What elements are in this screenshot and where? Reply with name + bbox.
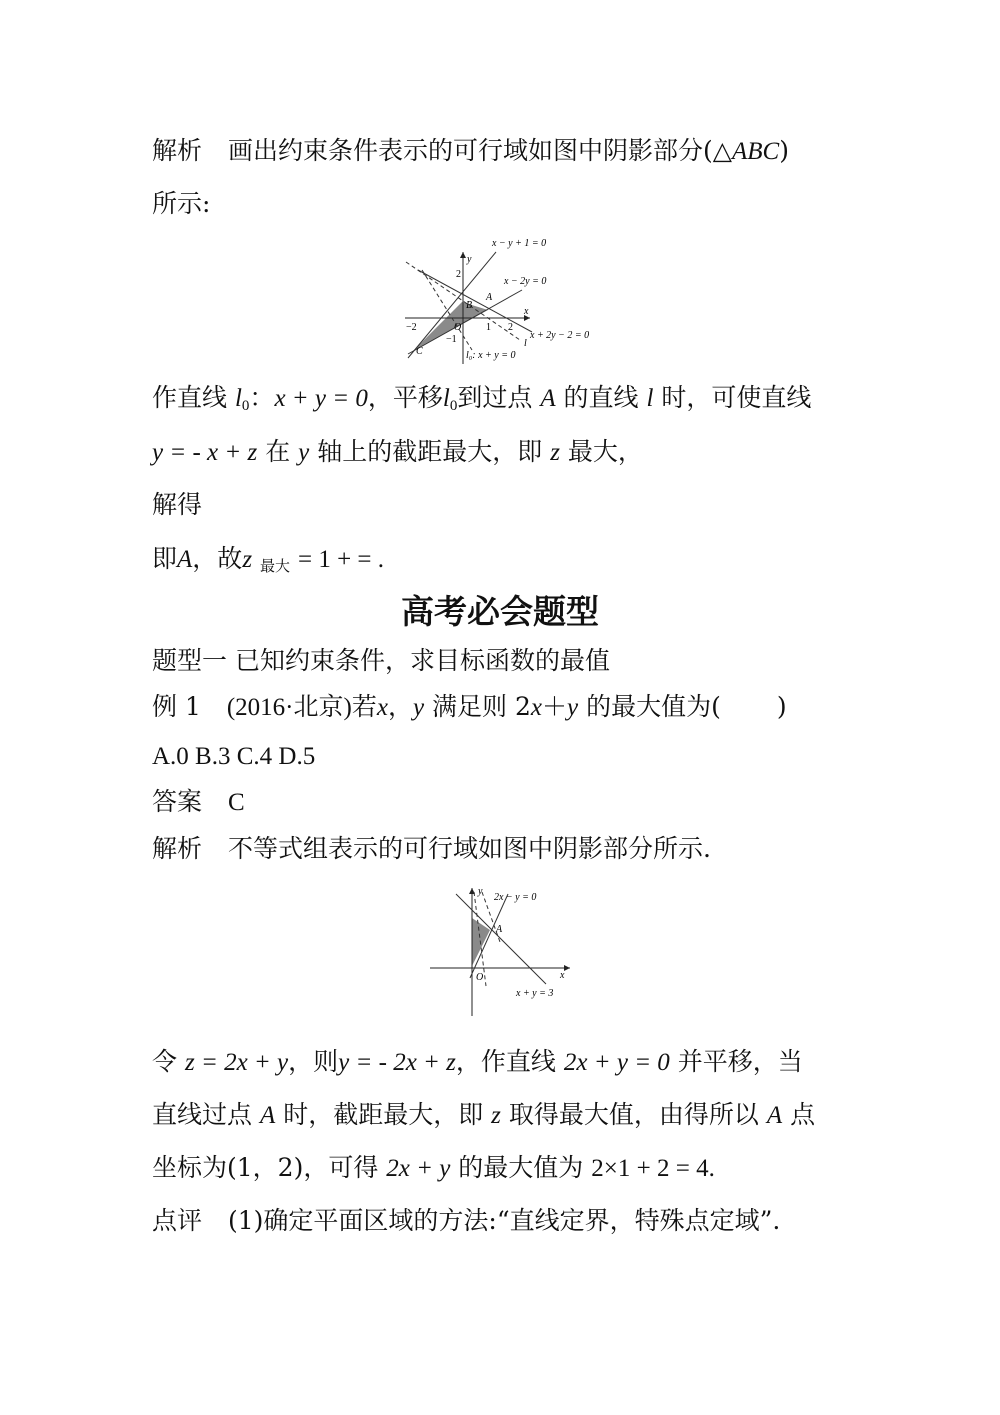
point-a: A: [259, 1102, 276, 1129]
symbol-z: z: [491, 1102, 501, 1129]
label-origin: O: [476, 972, 484, 983]
y-axis-arrow: [460, 252, 466, 258]
tick-y-2: 2: [456, 269, 461, 280]
options-line: [152, 740, 315, 774]
symbol-z: z: [550, 439, 560, 466]
text-segment: 时，可使直线: [661, 383, 812, 412]
label-point-a: A: [496, 924, 503, 935]
label-x-axis: x: [524, 306, 529, 317]
label-x-axis: x: [560, 970, 565, 981]
line-x-minus-2y: [408, 290, 522, 354]
close-paren: ): [779, 136, 789, 165]
text-segment: 的最大值为(: [586, 692, 721, 721]
section-title: 高考必会题型: [401, 592, 599, 631]
subscript-max: 最大: [260, 557, 291, 575]
solution2-line-2: [152, 1098, 815, 1133]
symbol-l0: l: [442, 385, 450, 412]
type1-heading: [152, 644, 610, 678]
text-segment: 直线过点: [152, 1100, 253, 1129]
analysis-text: 画出约束条件表示的可行域如图中阴影部分(: [228, 136, 713, 165]
text-segment: 满足则 2: [432, 692, 531, 721]
text-segment: 最大，: [567, 437, 643, 466]
label-line1: x − y + 1 = 0: [492, 238, 547, 249]
tick-x-1: 1: [486, 322, 491, 333]
label-point-a: A: [486, 292, 493, 303]
label-line2: x + y = 3: [516, 988, 554, 999]
subscript-0: 0: [449, 398, 458, 414]
answer-label: 答案: [152, 787, 203, 816]
answer-value: C: [228, 789, 245, 816]
text-segment: 并平移，当: [677, 1047, 803, 1076]
symbol-y: y: [567, 694, 579, 721]
comment-line: [152, 1204, 780, 1238]
solution-line-2: [152, 435, 643, 470]
type-heading-text: 题型一 已知约束条件，求目标函数的最值: [152, 646, 610, 675]
solution-line-3: [152, 488, 202, 522]
equation-2x-plus-y: 2x + y: [386, 1155, 451, 1182]
analysis-text: 不等式组表示的可行域如图中阴影部分所示.: [228, 834, 711, 863]
label-y-axis: y: [478, 886, 483, 897]
symbol-x: x: [530, 694, 543, 721]
equation-y: y = - 2x + z: [338, 1049, 456, 1076]
text-segment: 取得最大值，由得所以: [508, 1100, 759, 1129]
label-origin: O: [454, 322, 462, 333]
calculation-result: 2×1 + 2 = 4.: [591, 1155, 715, 1182]
text-segment: 点: [790, 1100, 816, 1129]
example-label: 例 1: [152, 692, 201, 721]
analysis-label: 解析: [152, 136, 203, 165]
analysis-continuation: 所示:: [152, 189, 211, 218]
text-segment: = 1 + = .: [297, 546, 385, 573]
analysis-label: 解析: [152, 834, 203, 863]
point-a: A: [177, 546, 193, 573]
symbol-l: l: [646, 385, 654, 412]
plus-sign: ＋: [542, 692, 568, 721]
analysis-line-1: [152, 134, 789, 169]
text-segment: 时，截距最大，即: [283, 1100, 484, 1129]
label-line3: x + 2y − 2 = 0: [530, 330, 590, 341]
symbol-z: z: [242, 546, 253, 573]
solution2-line-1: [152, 1045, 803, 1080]
symbol-l0: l: [234, 385, 242, 412]
feasible-region-figure-1: [400, 232, 610, 367]
label-point-c: C: [416, 346, 423, 357]
close-paren: ): [776, 692, 787, 721]
text-segment: 在: [265, 437, 291, 466]
analysis-line-2: [152, 187, 210, 221]
example-source: (2016·北京): [226, 694, 352, 721]
x-axis-arrow: [564, 965, 570, 971]
feasible-region-figure-2: [428, 884, 578, 1018]
text-segment: 的直线: [563, 383, 639, 412]
triangle-name: ABC: [732, 138, 780, 165]
text-segment: 的最大值为: [458, 1153, 584, 1182]
text-segment: 坐标为(1，2)，可得: [152, 1153, 379, 1182]
equation-2x-plus-y: 2x + y = 0: [563, 1049, 670, 1076]
text-segment: 若: [351, 692, 377, 721]
text-segment: 轴上的截距最大，即: [317, 437, 543, 466]
answer-options: A.0 B.3 C.4 D.5: [152, 743, 316, 770]
symbol-x: x: [376, 694, 388, 721]
text-segment: ，平移: [367, 383, 443, 412]
text-segment: ，则: [288, 1047, 339, 1076]
triangle-symbol: △: [712, 138, 733, 165]
example-line: [152, 690, 787, 725]
text-segment: 令: [152, 1047, 178, 1076]
solution-line-4: [152, 542, 384, 583]
label-line2: x − 2y = 0: [504, 276, 547, 287]
label-line1: 2x − y = 0: [494, 892, 537, 903]
tick-x-2: 2: [508, 322, 513, 333]
comment-label: 点评: [152, 1206, 203, 1235]
text-segment: ，作直线: [455, 1047, 556, 1076]
tick-x-minus-2: −2: [406, 322, 417, 333]
text-segment: ，故: [192, 544, 243, 573]
symbol-y: y: [298, 439, 310, 466]
subscript-0: 0: [241, 398, 250, 414]
line-x-plus-y-3: [456, 894, 546, 984]
text-segment: ：: [249, 383, 275, 412]
symbol-y: y: [412, 694, 425, 721]
label-point-b: B: [466, 300, 473, 311]
answer-line: [152, 785, 245, 820]
label-l: l: [524, 338, 527, 349]
text-segment: 解得: [152, 490, 203, 519]
text-segment: 即: [152, 544, 178, 573]
label-line0: l₀: x + y = 0: [466, 350, 516, 361]
equation-z: z = 2x + y: [184, 1049, 289, 1076]
tick-y-minus-1: −1: [446, 334, 457, 345]
text-segment: 到过点: [457, 383, 533, 412]
comment-text: (1)确定平面区域的方法:“直线定界，特殊点定域”.: [228, 1206, 781, 1235]
text-segment: 作直线: [152, 383, 228, 412]
solution2-line-3: [152, 1151, 715, 1186]
solution-line-1: [152, 381, 811, 423]
analysis2-line: [152, 832, 711, 866]
label-y-axis: y: [467, 254, 472, 265]
text-segment: ，: [387, 692, 413, 721]
equation-y: y = - x + z: [152, 439, 258, 466]
equation-l0: x + y = 0: [274, 385, 368, 412]
point-a: A: [766, 1102, 783, 1129]
point-a: A: [540, 385, 556, 412]
